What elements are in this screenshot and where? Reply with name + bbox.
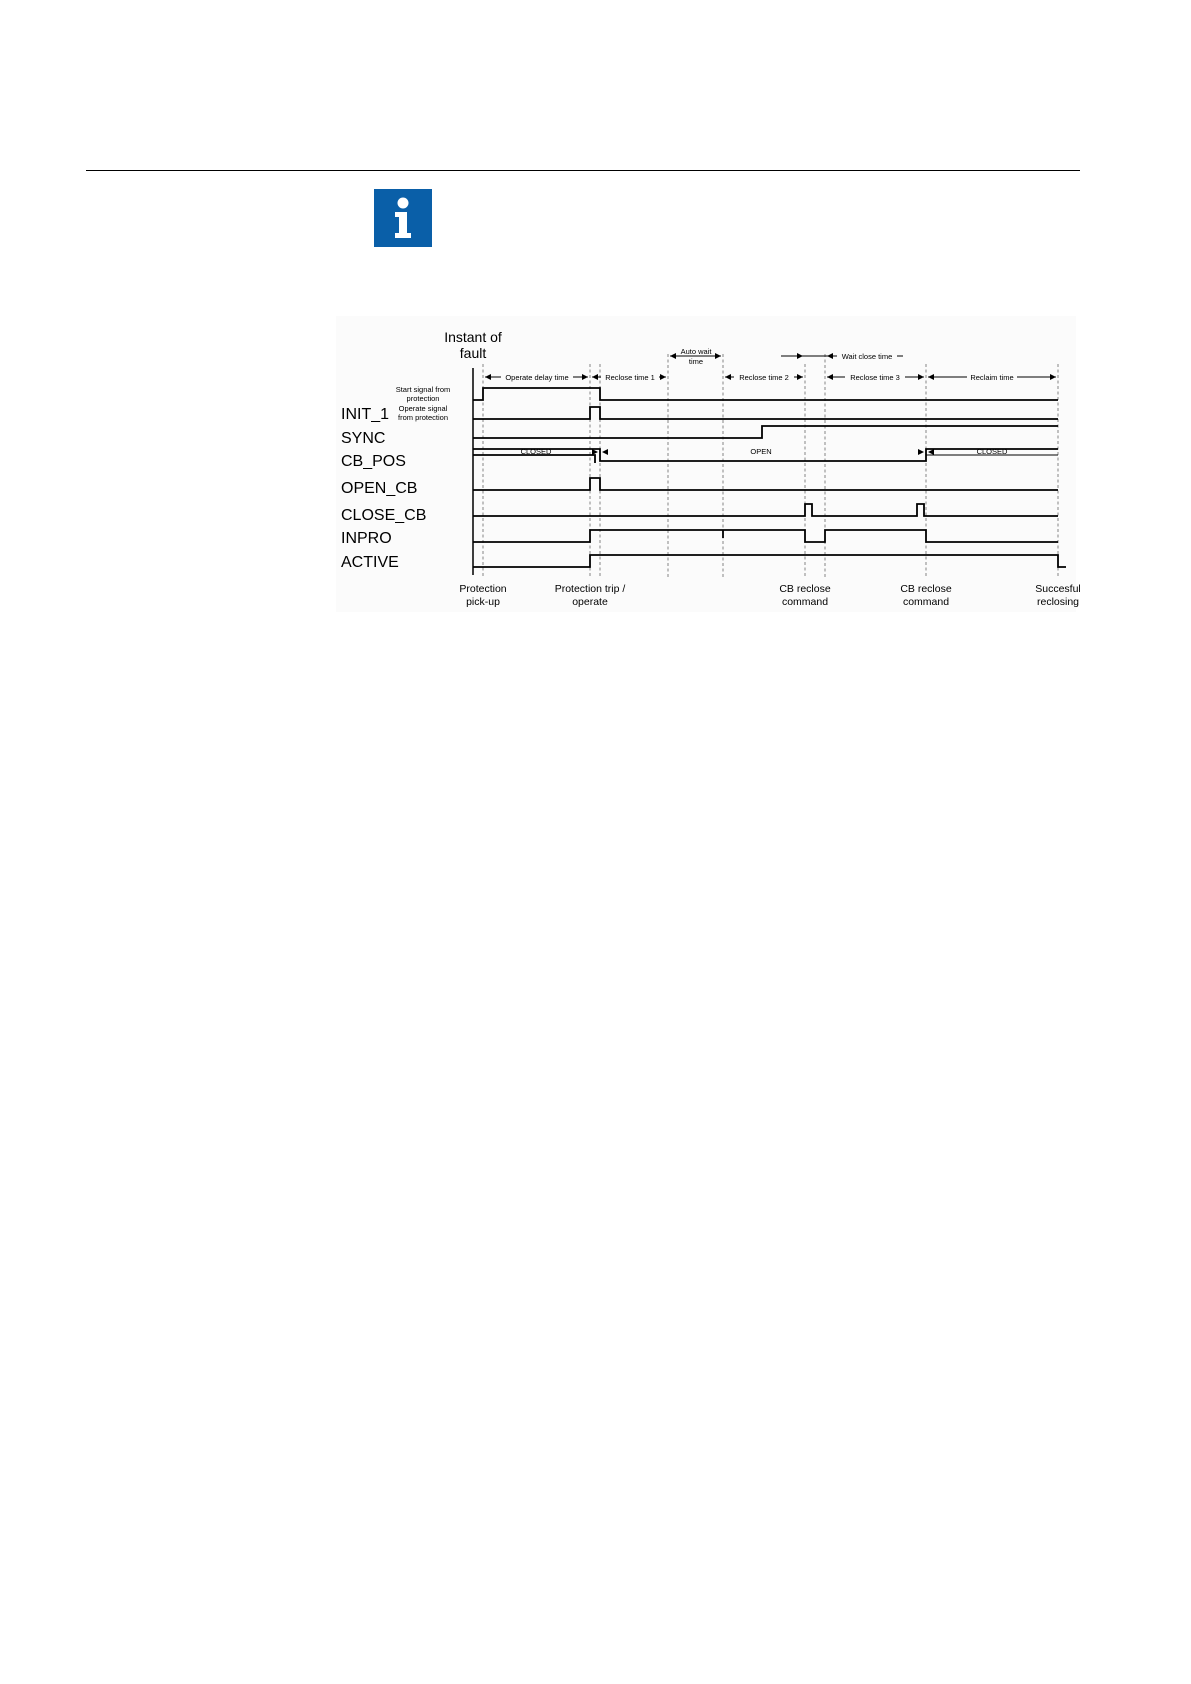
event-trip-1: Protection trip / [554, 583, 626, 595]
wave-active [473, 555, 1066, 567]
label-reclose-1: Reclose time 1 [605, 373, 655, 382]
info-icon [374, 189, 432, 247]
signal-label-active: ACTIVE [341, 554, 399, 571]
label-auto-wait-1: Auto wait [680, 347, 712, 356]
wave-start-signal [473, 388, 1058, 400]
label-wait-close: Wait close time [841, 352, 893, 361]
event-reclose-2b: command [902, 596, 950, 608]
signal-label-closecb: CLOSE_CB [341, 507, 427, 524]
event-success-2: reclosing [1036, 596, 1080, 608]
start-signal-note-2: protection [406, 394, 440, 403]
event-reclose-1a: CB reclose [779, 583, 831, 595]
autoreclose-timing-diagram [336, 316, 1081, 612]
wave-opencb [473, 478, 1058, 490]
cb-state-open: OPEN [750, 447, 772, 456]
event-labels [459, 583, 1080, 608]
start-signal-note-1: Start signal from [395, 385, 451, 394]
label-reclaim: Reclaim time [970, 373, 1014, 382]
label-reclose-3: Reclose time 3 [850, 373, 900, 382]
waveforms [473, 388, 1066, 567]
fault-label-line2: fault [459, 345, 487, 361]
wave-closecb [473, 504, 1058, 516]
signal-label-inpro: INPRO [341, 530, 392, 547]
cb-state-closed-1: CLOSED [520, 447, 552, 456]
wave-cbpos-bottom [473, 455, 595, 463]
label-reclose-2: Reclose time 2 [739, 373, 789, 382]
operate-signal-note-1: Operate signal [398, 404, 448, 413]
event-pickup-1: Protection [459, 583, 507, 595]
wave-inpro [473, 530, 1058, 542]
signal-label-sync: SYNC [341, 430, 386, 447]
label-auto-wait-2: time [688, 357, 704, 366]
wave-sync [473, 426, 1058, 438]
wave-init1 [473, 407, 1058, 419]
event-success-1: Succesful [1035, 583, 1081, 595]
event-trip-2: operate [572, 596, 608, 608]
event-pickup-2: pick-up [466, 596, 500, 608]
operate-signal-note-2: from protection [397, 413, 449, 422]
event-reclose-2a: CB reclose [900, 583, 952, 595]
fault-label-line1: Instant of [444, 329, 502, 345]
signal-label-cbpos: CB_POS [341, 453, 406, 470]
header-rule [86, 170, 1080, 171]
signal-label-opencb: OPEN_CB [341, 480, 418, 497]
cb-state-closed-2: CLOSED [976, 447, 1008, 456]
label-operate-delay: Operate delay time [505, 373, 569, 382]
signal-label-init1: INIT_1 [341, 406, 390, 423]
event-reclose-1b: command [781, 596, 829, 608]
